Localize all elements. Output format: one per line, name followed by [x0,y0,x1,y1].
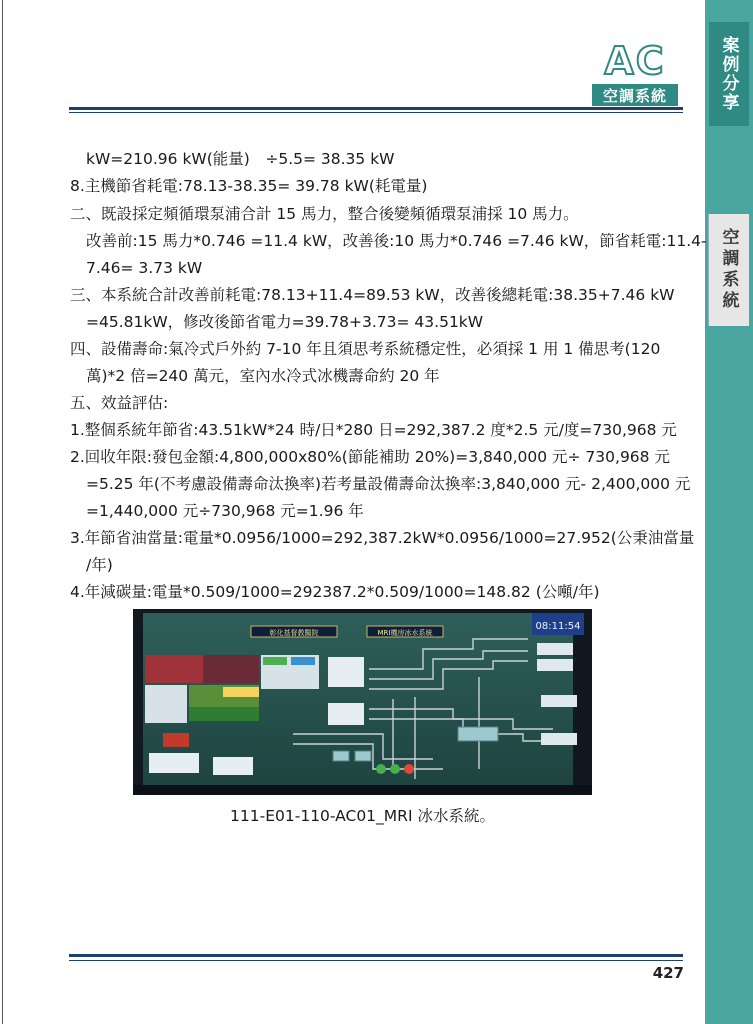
body-line: 1.整個系統年節省:43.51kW*24 時/日*280 日=292,387.2 度*2.5 元/度=730,968 元 [70,421,677,439]
body-line: 2.回收年限:發包金額:4,800,000x80%(節能補助 20%)=3,840,000 元÷ 730,968 元 [70,448,670,466]
page-edge-line [2,0,3,1024]
body-line: kW=210.96 kW(能量) ÷5.5= 38.35 kW [86,150,395,168]
control-screen-illustration [133,609,592,795]
body-line: 7.46= 3.73 kW [86,259,203,277]
body-line: 五、效益評估: [70,394,169,412]
body-line: /年) [86,556,113,574]
header-rule [69,107,683,110]
page-number: 427 [652,964,684,982]
footer-rule [69,954,683,957]
body-line: 二、既設採定頻循環泵浦合計 15 馬力，整合後變頻循環泵浦採 10 馬力。 [70,205,579,223]
body-line: =5.25 年(不考慮設備壽命汰換率)若考量設備壽命汰換率:3,840,000 元- 2,400,000 元 [86,475,691,493]
mri-chiller-system-photo [133,609,592,795]
side-tab-hvac: 空調系統 [708,214,749,326]
footer-rule-thin [69,960,683,961]
header-section-label: 空調系統 [592,84,678,106]
body-line: =1,440,000 元÷730,968 元=1.96 年 [86,502,364,520]
figure-caption: 111-E01-110-AC01_MRI 冰水系統。 [230,807,495,825]
screen-title: 彰化基督教醫院 [269,629,319,637]
body-line: 4.年減碳量:電量*0.509/1000=292387.2*0.509/1000=148.82 (公噸/年) [70,583,600,601]
body-line: 四、設備壽命:氣冷式戶外約 7-10 年且須思考系統穩定性，必須採 1 用 1 備思考(120 [70,340,661,358]
body-line: 8.主機節省耗電:78.13-38.35= 39.78 kW(耗電量) [70,177,428,195]
header-rule-thin [69,112,683,113]
side-strip [705,0,753,1024]
body-line: 改善前:15 馬力*0.746 =11.4 kW，改善後:10 馬力*0.746 =7.46 kW，節省耗電:11.4- [86,232,707,250]
side-tab-case-share: 案例分享 [709,22,749,126]
screen-subtitle: MRI機房冰水系統 [377,629,433,637]
screen-clock: 08:11:54 [535,621,581,632]
body-line: 3.年節省油當量:電量*0.0956/1000=292,387.2kW*0.0956/1000=27.952(公秉油當量 [70,529,695,547]
body-line: =45.81kW，修改後節省電力=39.78+3.73= 43.51kW [86,313,484,331]
body-line: 萬)*2 倍=240 萬元，室內水冷式冰機壽命約 20 年 [86,367,440,385]
body-line: 三、本系統合計改善前耗電:78.13+11.4=89.53 kW，改善後總耗電:38.35+7.46 kW [70,286,675,304]
header-logo-ac: AC [604,39,666,83]
